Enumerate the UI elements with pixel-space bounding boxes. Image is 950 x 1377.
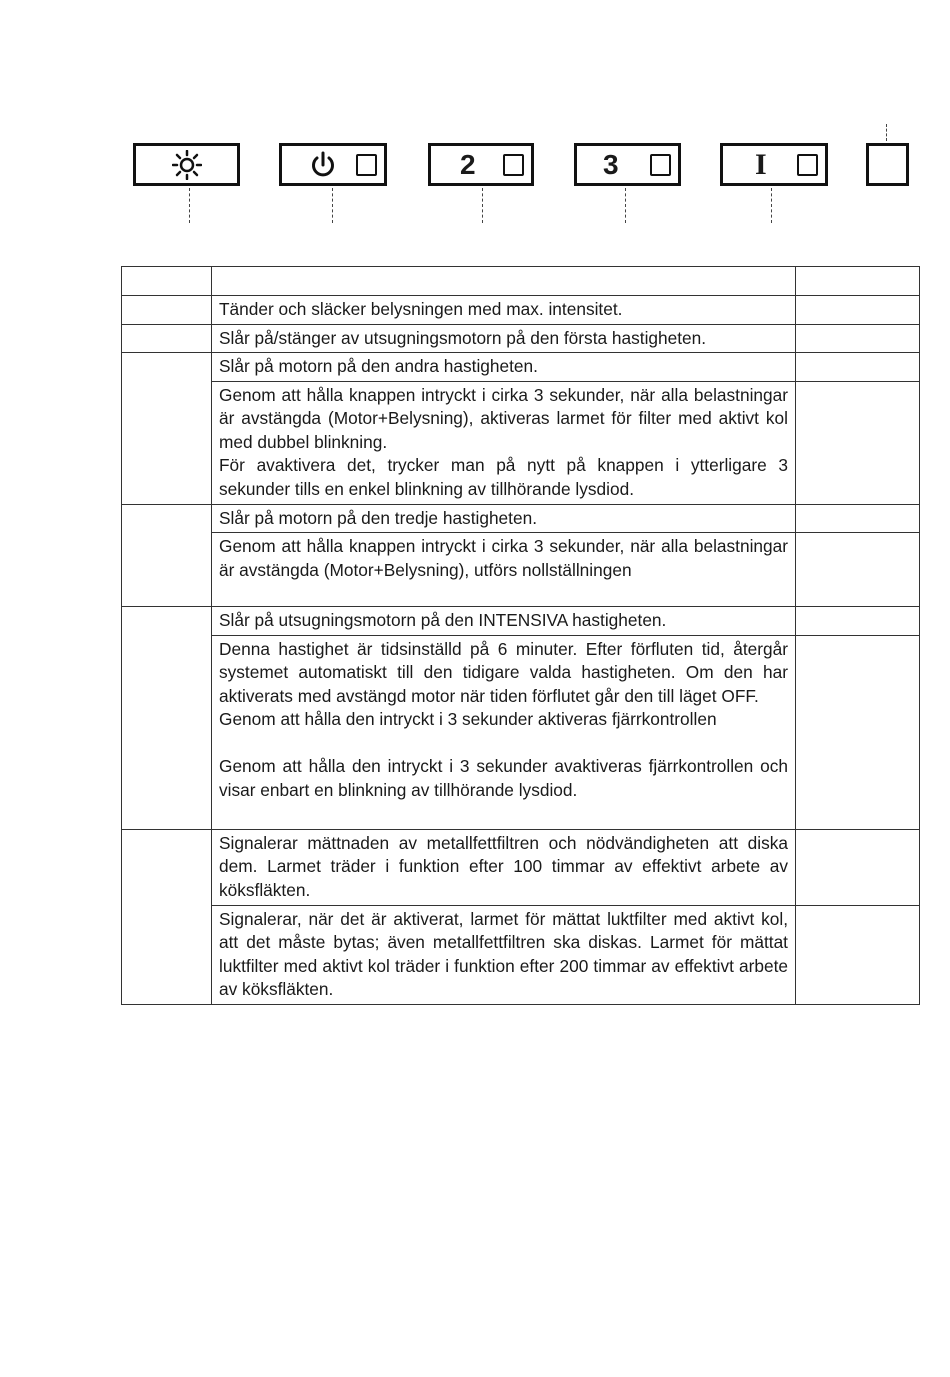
speed-2-led-indicator bbox=[503, 154, 524, 176]
table-cell bbox=[212, 267, 796, 296]
description-text: Signalerar, när det är aktiverat, larmet för mättat luktfilter med aktivt kol, att det måste bytas; även metallfettfiltren ska diskas. Larmet för mättat luktfilter med aktivt kol träder i funktion efter 200 timmar av effektivt arbete av köksfläkten. bbox=[219, 908, 788, 999]
led-cell bbox=[796, 635, 920, 829]
table-row bbox=[122, 324, 920, 353]
key-cell bbox=[122, 296, 212, 325]
description-text: Slår på/stänger av utsugningsmotorn på den första hastigheten. bbox=[219, 327, 707, 348]
description-text: Genom att hålla knappen intryckt i cirka 3 sekunder, när alla belastningar är avstängda (Motor+Belysning), utförs nollställningen bbox=[219, 536, 788, 580]
description-cell bbox=[212, 533, 796, 607]
led-cell bbox=[796, 504, 920, 533]
description-text: Slår på motorn på den tredje hastigheten. bbox=[219, 507, 537, 528]
functions-table bbox=[121, 266, 920, 1005]
led-cell bbox=[796, 607, 920, 636]
speed-3-led-indicator bbox=[650, 154, 671, 176]
paragraph-gap bbox=[219, 732, 788, 756]
table-header-row bbox=[122, 267, 920, 296]
light-bulb-icon bbox=[172, 150, 202, 180]
table-row bbox=[122, 533, 920, 607]
table-row bbox=[122, 607, 920, 636]
leader-line bbox=[771, 188, 772, 223]
speed-3-label: 3 bbox=[603, 149, 619, 180]
description-cell bbox=[212, 381, 796, 504]
power-key bbox=[279, 143, 387, 186]
description-cell bbox=[212, 296, 796, 325]
description-cell bbox=[212, 905, 796, 1004]
table-row bbox=[122, 296, 920, 325]
led-cell bbox=[796, 533, 920, 607]
key-cell bbox=[122, 324, 212, 353]
description-cell bbox=[212, 607, 796, 636]
light-key bbox=[133, 143, 240, 186]
description-text: Slår på motorn på den andra hastigheten. bbox=[219, 356, 538, 376]
speed-3-key bbox=[574, 143, 681, 186]
description-cell bbox=[212, 324, 796, 353]
table-cell bbox=[796, 267, 920, 296]
key-cell bbox=[122, 607, 212, 830]
description-text: Genom att hålla knappen intryckt i cirka 3 sekunder, när alla belastningar är avstängda (Motor+Belysning), aktiveras larmet för filter med aktivt kol med dubbel blinkning. bbox=[219, 384, 788, 452]
leader-line bbox=[886, 124, 887, 141]
led-cell bbox=[796, 324, 920, 353]
description-text: Denna hastighet är tidsinställd på 6 minuter. Efter förfluten tid, återgår systemet automatiskt till den tidigare valda hastigheten. Om den har aktiverats med avstängd motor när tiden förflutet går den till läget OFF. bbox=[219, 638, 788, 706]
table-row bbox=[122, 905, 920, 1004]
leader-line bbox=[625, 188, 626, 223]
indicator-key bbox=[866, 143, 909, 186]
led-cell bbox=[796, 905, 920, 1004]
intensive-label: I bbox=[755, 148, 767, 181]
description-cell bbox=[212, 353, 796, 382]
table-row bbox=[122, 829, 920, 905]
led-cell bbox=[796, 353, 920, 382]
description-text: För avaktivera det, trycker man på nytt på knappen i ytterligare 3 sekunder tills en enkel blinkning av tillhörande lysdiod. bbox=[219, 455, 788, 499]
table-row bbox=[122, 353, 920, 382]
table-cell bbox=[122, 267, 212, 296]
leader-line bbox=[189, 188, 190, 223]
description-cell bbox=[212, 829, 796, 905]
description-text: Slår på utsugningsmotorn på den INTENSIVA hastigheten. bbox=[219, 610, 667, 630]
table-row bbox=[122, 635, 920, 829]
key-cell bbox=[122, 829, 212, 1004]
description-text: Tänder och släcker belysningen med max. intensitet. bbox=[219, 299, 623, 319]
speed-2-key bbox=[428, 143, 534, 186]
description-text: Signalerar mättnaden av metallfettfiltren och nödvändigheten att diska dem. Larmet träder i funktion efter 100 timmar av effektivt arbete av köksfläkten. bbox=[219, 832, 788, 900]
led-cell bbox=[796, 829, 920, 905]
key-cell bbox=[122, 353, 212, 505]
intensive-led-indicator bbox=[797, 154, 818, 176]
description-cell bbox=[212, 504, 796, 533]
leader-line bbox=[482, 188, 483, 223]
description-text: Genom att hålla den intryckt i 3 sekunder aktiveras fjärrkontrollen bbox=[219, 709, 717, 729]
leader-line bbox=[332, 188, 333, 223]
intensive-key bbox=[720, 143, 828, 186]
power-led-indicator bbox=[356, 154, 377, 176]
control-panel-diagram bbox=[0, 0, 950, 240]
description-cell bbox=[212, 635, 796, 829]
table-row bbox=[122, 381, 920, 504]
key-cell bbox=[122, 504, 212, 607]
led-cell bbox=[796, 381, 920, 504]
power-icon bbox=[308, 150, 338, 180]
description-text: Genom att hålla den intryckt i 3 sekunder avaktiveras fjärrkontrollen och visar enbart en blinkning av tillhörande lysdiod. bbox=[219, 756, 788, 800]
table-row bbox=[122, 504, 920, 533]
led-cell bbox=[796, 296, 920, 325]
speed-2-label: 2 bbox=[460, 149, 476, 180]
